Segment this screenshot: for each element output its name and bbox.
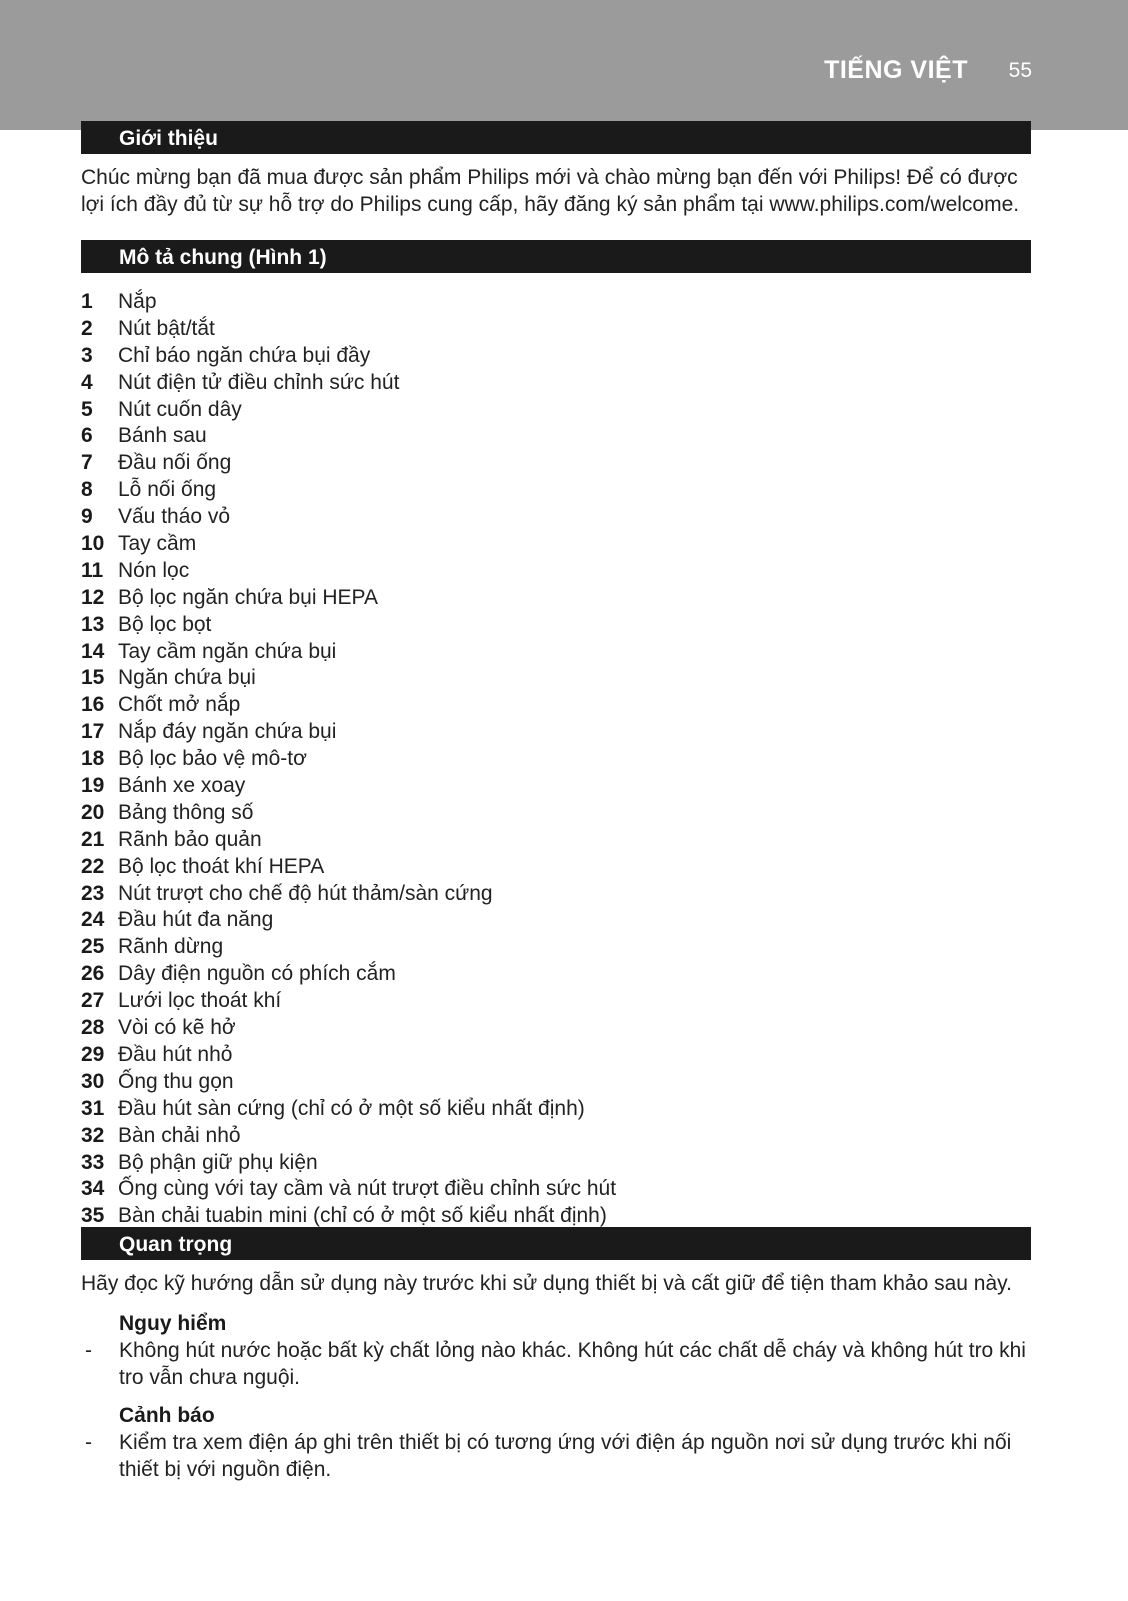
list-item-label: Bảng thông số	[118, 800, 254, 824]
list-item-number: 13	[81, 612, 105, 636]
list-item	[81, 906, 616, 933]
section-heading-important: Quan trọng	[81, 1227, 1031, 1260]
list-item	[81, 369, 616, 396]
list-item-number: 3	[81, 343, 93, 367]
list-item-number: 20	[81, 800, 105, 824]
list-item-label: Bộ lọc thoát khí HEPA	[118, 854, 325, 878]
list-item-number: 32	[81, 1123, 105, 1147]
list-item-number: 35	[81, 1204, 105, 1228]
list-item-number: 16	[81, 693, 105, 717]
list-item	[81, 638, 616, 665]
list-item-label: Chốt mở nắp	[118, 693, 241, 717]
list-item-number: 15	[81, 666, 105, 690]
list-item-number: 33	[81, 1150, 105, 1174]
list-item	[81, 530, 616, 557]
list-item-number: 1	[81, 290, 93, 313]
list-item-label: Lưới lọc thoát khí	[118, 989, 282, 1013]
list-item-label: Vấu tháo vỏ	[118, 505, 231, 529]
list-item-number: 11	[81, 558, 104, 582]
list-item-number: 2	[81, 316, 93, 340]
list-item-number: 10	[81, 532, 105, 556]
list-item-label: Bánh sau	[118, 424, 207, 448]
list-item-label: Đầu hút nhỏ	[118, 1042, 233, 1066]
list-item	[81, 396, 616, 423]
list-item-label: Ống thu gọn	[118, 1069, 234, 1093]
list-item	[81, 1122, 616, 1149]
list-item-number: 6	[81, 424, 93, 448]
list-item-number: 24	[81, 908, 105, 932]
list-item-number: 31	[81, 1096, 105, 1120]
list-item	[81, 880, 616, 907]
list-item-number: 4	[81, 370, 93, 394]
list-item-label: Lỗ nối ống	[118, 478, 217, 502]
list-item	[81, 853, 616, 880]
list-item	[81, 1202, 616, 1229]
list-item-label: Nắp đáy ngăn chứa bụi	[118, 720, 337, 744]
list-item-label: Bàn chải tuabin mini (chỉ có ở một số kiểu nhất định)	[118, 1204, 607, 1228]
list-item-label: Ngăn chứa bụi	[118, 666, 256, 690]
list-item-label: Nắp	[118, 290, 157, 313]
page-number: 55	[1008, 59, 1032, 82]
list-item-label: Ống cùng với tay cầm và nút trượt điều chỉnh sức hút	[118, 1177, 617, 1201]
list-item-number: 12	[81, 585, 105, 609]
page-header-bar	[0, 0, 1128, 130]
list-item-label: Nút trượt cho chế độ hút thảm/sàn cứng	[118, 881, 493, 905]
bullet-dash: -	[85, 1339, 92, 1362]
list-item-label: Đầu hút đa năng	[118, 908, 274, 932]
list-item	[81, 745, 616, 772]
list-item	[81, 933, 616, 960]
list-item	[81, 422, 616, 449]
list-item	[81, 1014, 616, 1041]
list-item	[81, 664, 616, 691]
list-item-number: 29	[81, 1042, 105, 1066]
list-item	[81, 826, 616, 853]
danger-bullet-text: Không hút nước hoặc bất kỳ chất lỏng nào khác. Không hút các chất dễ cháy và không hút tro khi tro vẫn chưa nguội.	[119, 1339, 1026, 1389]
list-item-label: Chỉ báo ngăn chứa bụi đầy	[118, 343, 371, 367]
list-item-label: Rãnh dừng	[118, 935, 224, 959]
intro-paragraph: Chúc mừng bạn đã mua được sản phẩm Philips mới và chào mừng bạn đến với Philips! Để có được lợi ích đầy đủ từ sự hỗ trợ do Philips cung cấp, hãy đăng ký sản phẩm tại www.philips.com/welcome.	[81, 166, 1020, 216]
list-item	[81, 718, 616, 745]
list-item-label: Đầu nối ống	[118, 451, 232, 475]
list-item-number: 23	[81, 881, 105, 905]
list-item	[81, 772, 616, 799]
list-item-label: Đầu hút sàn cứng (chỉ có ở một số kiểu nhất định)	[118, 1096, 585, 1120]
list-item	[81, 503, 616, 530]
list-item-number: 19	[81, 774, 105, 798]
list-item-number: 5	[81, 397, 93, 421]
list-item	[81, 584, 616, 611]
list-item-number: 21	[81, 827, 105, 851]
language-label: TIẾNG VIỆT	[824, 56, 968, 84]
list-item-label: Bánh xe xoay	[118, 774, 246, 798]
list-item	[81, 1068, 616, 1095]
list-item	[81, 449, 616, 476]
list-item-label: Bàn chải nhỏ	[118, 1123, 241, 1147]
list-item-number: 22	[81, 854, 105, 878]
list-item-number: 7	[81, 451, 93, 475]
list-item-number: 34	[81, 1177, 105, 1201]
list-item-number: 17	[81, 720, 105, 744]
list-item-number: 18	[81, 747, 105, 771]
list-item-number: 14	[81, 639, 105, 663]
section-heading-description: Mô tả chung (Hình 1)	[81, 240, 1031, 273]
danger-heading: Nguy hiểm	[119, 1312, 227, 1335]
bullet-dash: -	[85, 1431, 92, 1454]
list-item	[81, 799, 616, 826]
list-item	[81, 1149, 616, 1176]
list-item-number: 26	[81, 962, 105, 986]
list-item-label: Bộ lọc bảo vệ mô-tơ	[118, 747, 307, 771]
list-item-number: 30	[81, 1069, 105, 1093]
section-heading-intro: Giới thiệu	[81, 121, 1031, 154]
list-item	[81, 987, 616, 1014]
list-item-number: 8	[81, 478, 93, 502]
parts-list	[81, 288, 616, 1229]
list-item-label: Nút cuốn dây	[118, 397, 242, 421]
list-item-label: Nón lọc	[118, 558, 190, 582]
list-item-label: Nút điện tử điều chỉnh sức hút	[118, 370, 400, 394]
warning-bullet	[81, 1429, 1036, 1483]
list-item	[81, 691, 616, 718]
list-item	[81, 315, 616, 342]
list-item	[81, 611, 616, 638]
list-item	[81, 1041, 616, 1068]
list-item	[81, 1175, 616, 1202]
list-item-label: Bộ lọc ngăn chứa bụi HEPA	[118, 585, 378, 609]
list-item-label: Tay cầm ngăn chứa bụi	[118, 639, 337, 663]
list-item	[81, 288, 616, 315]
warning-bullet-text: Kiểm tra xem điện áp ghi trên thiết bị có tương ứng với điện áp nguồn nơi sử dụng trước khi nối thiết bị với nguồn điện.	[119, 1431, 1012, 1481]
list-item	[81, 960, 616, 987]
list-item-number: 27	[81, 989, 105, 1013]
important-paragraph: Hãy đọc kỹ hướng dẫn sử dụng này trước khi sử dụng thiết bị và cất giữ để tiện tham khảo sau này.	[81, 1272, 1012, 1295]
list-item-label: Tay cầm	[118, 532, 197, 556]
warning-heading: Cảnh báo	[119, 1404, 215, 1427]
list-item-label: Dây điện nguồn có phích cắm	[118, 962, 396, 986]
list-item-label: Nút bật/tắt	[118, 316, 215, 340]
list-item	[81, 342, 616, 369]
danger-bullet	[81, 1337, 1036, 1391]
list-item-label: Rãnh bảo quản	[118, 827, 262, 851]
list-item-number: 9	[81, 505, 93, 529]
list-item-number: 28	[81, 1016, 105, 1040]
list-item-label: Bộ phận giữ phụ kiện	[118, 1150, 318, 1174]
list-item	[81, 557, 616, 584]
list-item-label: Bộ lọc bọt	[118, 612, 212, 636]
list-item	[81, 1095, 616, 1122]
list-item-number: 25	[81, 935, 105, 959]
list-item	[81, 476, 616, 503]
list-item-label: Vòi có kẽ hở	[118, 1016, 236, 1040]
